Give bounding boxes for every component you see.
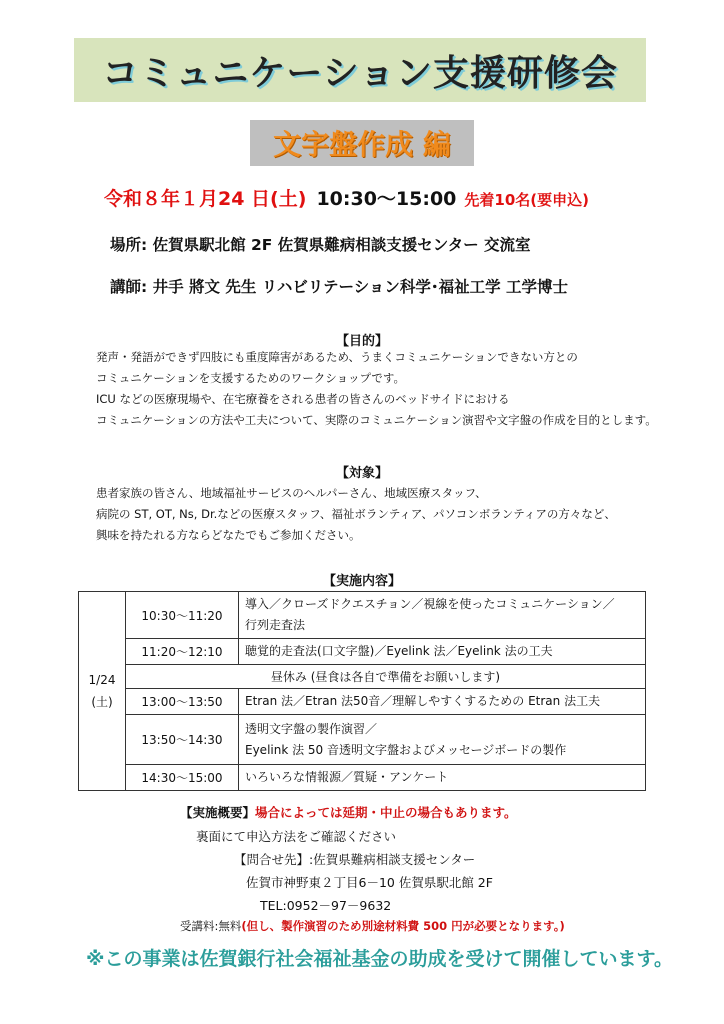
time-cell: 10:30～11:20 <box>126 592 239 639</box>
lecturer-line: 講師: 井手 將文 先生 リハビリテーション科学･福祉工学 工学博士 <box>110 278 569 296</box>
closing-statement: ※この事業は佐賀銀行社会福祉基金の助成を受けて開催しています。 <box>86 948 673 970</box>
time-cell: 11:20～12:10 <box>126 639 239 665</box>
purpose-heading: 【目的】 <box>335 334 388 349</box>
table-row <box>79 689 646 715</box>
table-row <box>79 715 646 765</box>
overview-label: 【実施概要】 <box>180 805 256 820</box>
purpose-text <box>96 347 657 431</box>
schedule-table <box>78 591 646 791</box>
capacity-note: 先着10名(要申込) <box>464 191 589 209</box>
purpose-line: ICU などの医療現場や、在宅療養をされる患者の皆さんのベッドサイドにおける <box>96 392 510 406</box>
event-time: 10:30～15:00 <box>316 188 457 210</box>
content-cell <box>239 715 646 765</box>
lunch-break-cell: 昼休み (昼食は各自で準備をお願いします) <box>126 665 646 689</box>
purpose-line: コミュニケーションを支援するためのワークショップです。 <box>96 371 406 385</box>
contact-org: 佐賀県難病相談支援センター <box>313 852 476 867</box>
schedule-date-cell <box>79 592 126 791</box>
content-cell: 聴覚的走査法(口文字盤)／Eyelink 法／Eyelink 法の工夫 <box>239 639 646 665</box>
venue-line: 場所: 佐賀県駅北館 2F 佐賀県難病相談支援センター 交流室 <box>110 236 531 254</box>
page-subtitle: 文字盤作成 編 <box>273 128 451 161</box>
content-cell: いろいろな情報源／質疑・アンケート <box>239 765 646 791</box>
schedule-weekday: (土) <box>91 695 113 709</box>
target-heading: 【対象】 <box>335 466 388 481</box>
address-line: 佐賀市神野東２丁目6－10 佐賀県駅北館 2F <box>246 875 493 890</box>
check-note: 裏面にて申込方法をご確認ください <box>196 829 397 844</box>
time-cell: 13:00～13:50 <box>126 689 239 715</box>
tel-line: TEL:0952－97－9632 <box>260 898 392 913</box>
content-line: 行列走査法 <box>245 618 306 632</box>
contact-label: 【問合せ先】: <box>234 852 314 867</box>
fee-label: 受講料:無料 <box>180 919 242 933</box>
target-line: 興味を持たれる方ならどなたでもご参加ください。 <box>96 528 361 542</box>
event-date-line <box>104 184 589 211</box>
schedule-heading: 【実施内容】 <box>322 574 401 589</box>
fee-line <box>180 918 565 934</box>
content-line: 導入／クローズドクエスチョン／視線を使ったコミュニケーション／ <box>245 597 615 611</box>
target-text <box>96 483 616 546</box>
contact-line <box>234 850 475 868</box>
content-line: 透明文字盤の製作演習／ <box>245 721 378 736</box>
title-banner <box>74 38 646 102</box>
content-cell <box>239 592 646 639</box>
content-line: Eyelink 法 50 音透明文字盤およびメッセージボードの製作 <box>245 742 567 757</box>
page-title: コミュニケーション支援研修会 <box>102 52 618 94</box>
time-cell: 13:50～14:30 <box>126 715 239 765</box>
table-row <box>79 592 646 639</box>
table-row <box>79 639 646 665</box>
overview-note: 場合によっては延期・中止の場合もあります。 <box>255 805 517 820</box>
purpose-line: コミュニケーションの方法や工夫について、実際のコミュニケーション演習や文字盤の作成を目的とします。 <box>96 413 657 427</box>
target-line: 患者家族の皆さん、地域福祉サービスのヘルパーさん、地域医療スタッフ、 <box>96 486 487 500</box>
overview-line <box>180 803 517 821</box>
purpose-line: 発声・発語ができず四肢にも重度障害があるため、うまくコミュニケーションできない方との <box>96 350 578 364</box>
subtitle-banner <box>250 120 474 166</box>
time-cell: 14:30～15:00 <box>126 765 239 791</box>
table-row <box>79 665 646 689</box>
content-cell: Etran 法／Etran 法50音／理解しやすくするための Etran 法工夫 <box>239 689 646 715</box>
fee-note: (但し、製作演習のため別途材料費 500 円が必要となります。) <box>241 919 565 933</box>
event-date: 令和８年１月24 日(土) <box>104 188 307 210</box>
target-line: 病院の ST, OT, Ns, Dr.などの医療スタッフ、福祉ボランティア、パソコンボランティアの方々など、 <box>96 507 616 521</box>
table-row <box>79 765 646 791</box>
schedule-date: 1/24 <box>88 673 116 687</box>
